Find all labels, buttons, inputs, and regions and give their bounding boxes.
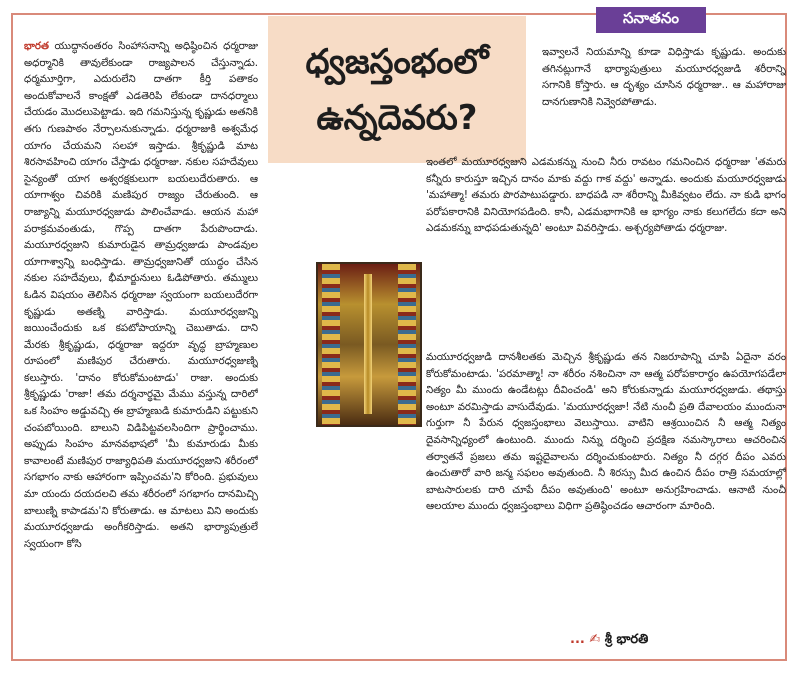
byline [570,632,648,650]
temple-photo [316,262,422,427]
column-left-text: యుద్ధానంతరం సింహాసనాన్ని అధిష్ఠించిన ధర్మరాజు అధర్మానికి తావులేకుండా రాజ్యపాలన చేస్తున్నాడు. ధర్మమూర్తిగా, ఎదురులేని దాతగా కీర్తి పతాకం అందుకోవాలనే కాంక్షతో ఎడతెరిపి లేకుండా దానధర్మాలు చేయడం మొదలుపెట్టాడు. ఇది గమనిస్తున్న కృష్ణుడు అతనికి తగు గుణపాఠం నేర్పాలనుకున్నాడు. ధర్మరాజుకి అశ్వమేధ యాగం చేయమని సలహా ఇస్తాడు. శ్రీకృష్ణుడి మాట శిరసావహించి యాగం చేస్తాడు ధర్మరాజు. నకుల సహదేవులు సైన్యంతో యాగ అశ్వరక్షకులుగా బయలుదేరుతారు. ఆ యాగాశ్వం చివరికి మణిపుర రాజ్యం చేరుతుంది. ఆ రాజ్యాన్ని మయూరధ్వజుడు పాలించేవాడు. ఆయన మహా పరాక్రమవంతుడు, గొప్ప దాతగా పేరుపొందాడు. మయూరధ్వజుని కుమారుడైన తామ్రధ్వజుడు పాండవుల యాగాశ్వాన్ని బంధిస్తాడు. తామ్రధ్వజునితో యుద్ధం చేసిన నకుల సహదేవులు, భీమార్జునులు ఓడిపోతారు. తమ్ములు ఓడిన విషయం తెలిసిన ధర్మరాజు స్వయంగా బయలుదేరగా కృష్ణుడు అతణ్ని వారిస్తాడు. మయూరధ్వజున్ని జయించేందుకు ఒక కపటోపాయాన్ని చెబుతాడు. దాని మేరకు శ్రీకృష్ణుడు, ధర్మరాజు ఇద్దరూ వృద్ధ బ్రాహ్మణుల రూపంలో మణిపుర చేరుతారు. మయూరధ్వజుణ్ని కలుస్తారు. 'దానం కోరుకోమంటాడు' రాజు. అందుకు శ్రీకృష్ణుడు 'రాజా! తమ దర్శనార్థమై మేము వస్తున్న దారిలో ఒక సింహం అడ్డువచ్చి ఈ బ్రాహ్మణుడి కుమారుడిని పట్టుకుని చంపబోయింది. బాలుని విడిపిట్టవలసిందిగా ప్రార్థించాము. అప్పుడు సింహం మానవభాషలో 'మీ కుమారుడు మీకు కావాలంటే మణిపుర రాజ్యాధిపతి మయూరధ్వజుని శరీరంలో సగభాగం నాకు ఆహారంగా ఇప్పించమ'ని కోరింది. ప్రభువులు మా యందు దయదలచి తమ శరీరంలో సగభాగం దానమిచ్చి బాలుణ్ని కాపాడమ'ని కోరుతాడు. ఆ మాటలు విని అందుకు మయూరధ్వజుడు అంగీకరిస్తాడు. అతని భార్యాపుత్రులే స్వయంగా కోసి [24,41,258,550]
column-right-middle [426,155,786,275]
flagstaff [364,274,372,414]
pen-icon: ✍ [589,632,601,647]
headline: ధ్వజస్తంభంలో ఉన్నదెవరు? [268,16,526,163]
author-name: శ్రీ భారతి [604,632,649,647]
column-right-bottom [426,350,786,650]
section-tag: సనాతనం [596,7,706,33]
pillar-right [398,264,416,425]
lead-paragraph [24,39,258,553]
paragraph-middle: ఇంతలో మయూరధ్వజుని ఎడమకన్ను నుంచి నీరు రావటం గమనించిన ధర్మరాజు 'తమరు కన్నీరు కారుస్తూ ఇచ్చిన దానం మాకు వద్దు గాక వద్దు' అన్నాడు. అందుకు మయూరధ్వజుడు 'మహాత్మా! తమరు పొరపాటుపడ్డారు. బాధపడి నా శరీరాన్ని మీకివ్వటం లేదు. నా కుడి భాగం పరోపకారానికి వినియోగపడింది. కానీ, ఎడమభాగానికి ఆ భాగ్యం నాకు కలుగలేదు కదా అని ఎడమకన్ను బాధపడుతున్నది' అంటూ వివరిస్తాడు. అశ్చర్యపోతాడు ధర్మరాజు. [426,157,786,235]
signature-dots: ... [570,632,585,647]
column-right-top [542,45,786,145]
paragraph-bottom: మయూరధ్వజుడి దానశీలతకు మెచ్చిన శ్రీకృష్ణుడు తన నిజరూపాన్ని చూపి ఏదైనా వరం కోరుకోమంటాడు. 'పరమాత్మా! నా శరీరం నశించినా నా ఆత్మ పరోపకారార్థం ఉపయోగపడేలా నిత్యం మీ ముందు ఉండేటట్లు దీవించండి' అని కోరుకున్నాడు మయూరధ్వజుడు. తథాస్తు అంటూ వరమిస్తాడు వాసుదేవుడు. 'మయూరధ్వజా! నేటి నుంచీ ప్రతి దేవాలయం ముందునా గుర్తుగా నీ పేరున ధ్వజస్తంభాలు వెలుస్తాయి. వాటిని ఆశ్రయించిన నీ ఆత్మ నిత్యం దైవసాన్నిధ్యంలో ఉంటుంది. ముందు నిన్ను దర్శించి ప్రదక్షిణ నమస్కారాలు ఆచరించిన తర్వాతనే ప్రజలు తమ ఇష్టదైవాలను దర్శించుకుంటారు. నిత్యం నీ దగ్గర దీపం ఎవరు ఉంచుతారో వారి జన్మ సఫలం అవుతుంది. నీ శిరస్సు మీద ఉంచిన దీపం రాత్రి సమయాల్లో బాటసారులకు దారి చూపే దీపం అవుతుంది' అంటూ అనుగ్రహించాడు. ఆనాటి నుంచీ ఆలయాల ముందు ధ్వజస్తంభాలు విధిగా ప్రతిష్ఠించడం ఆచారంగా మారింది. [426,352,786,513]
paragraph-top: ఇవ్వాలనే నియమాన్ని కూడా విధిస్తాడు కృష్ణుడు. అందుకు తగినట్లుగానే భార్యాపుత్రులు మయూరధ్వజుడి శరీరాన్ని సగానికి కోస్తారు. ఆ దృశ్యం చూసిన ధర్మరాజు.. ఆ మహారాజు దానగుణానికి నివ్వెరపోతాడు. [542,47,786,108]
column-left [24,39,258,643]
lead-word: భారత [24,41,49,52]
pillar-left [322,264,340,425]
